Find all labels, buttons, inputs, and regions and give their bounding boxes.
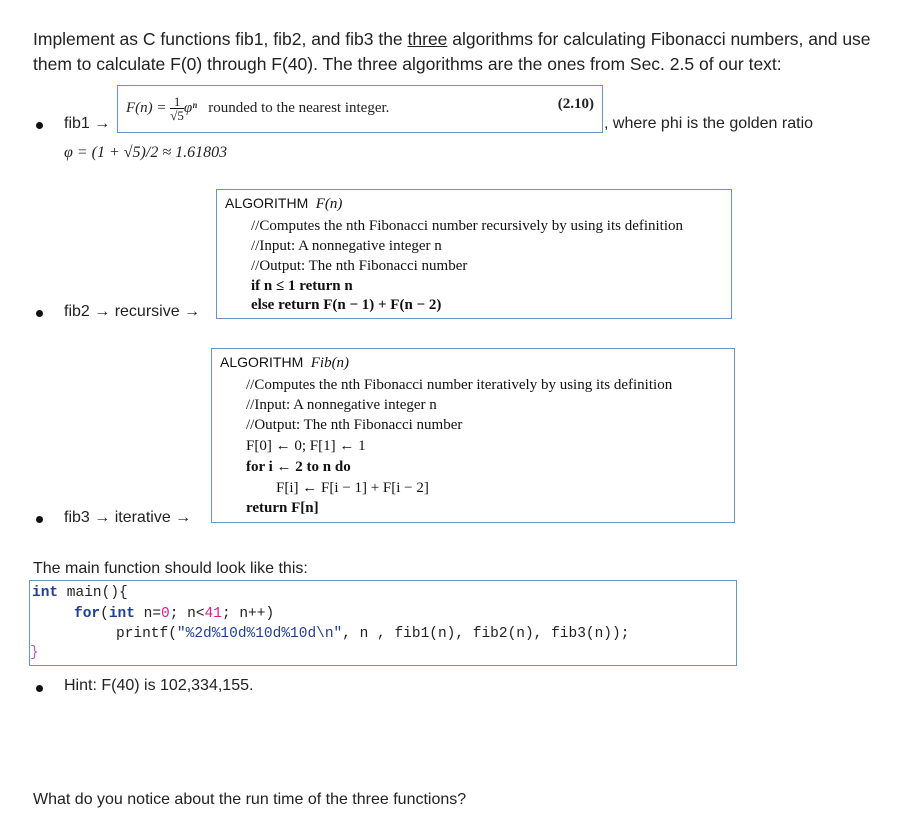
fib3-label: fib3 → iterative → [64,509,192,526]
code-line-4: } [30,645,39,661]
fib2-label: fib2 → recursive → [64,303,201,320]
fib3-algo-line: F[0] ← 0; F[1] ← 1 [246,438,366,454]
bullet-hint [36,685,43,692]
fib2-algo-line: //Output: The nth Fibonacci number [251,258,468,274]
fib2-algorithm-box [216,189,732,319]
code-line-3: printf("%2d%10d%10d%10d\n", n , fib1(n), fib2(n), fib3(n)); [116,626,630,642]
code-box [29,580,737,666]
hint-text: Hint: F(40) is 102,334,155. [64,677,254,694]
fib1-formula: F(n) = $\frac{1}{√5}$ φⁿ rounded to the nearest integer. [126,94,390,123]
phi-definition: φ = (1 + √5)/2 ≈ 1.61803 [64,144,228,161]
fib1-equation-ref: (2.10) [557,96,594,112]
fib2-algo-header: ALGORITHM F(n) [225,195,343,212]
fib3-algo-header: ALGORITHM Fib(n) [220,354,350,371]
code-line-2: for(int n=0; n<41; n++) [74,606,275,622]
intro-paragraph [33,27,893,77]
question-text: What do you notice about the run time of the three functions? [33,791,467,808]
fib3-algo-line: return F[n] [246,500,319,516]
fib2-algo-line: if n ≤ 1 return n [251,278,353,294]
fib2-algo-line: //Input: A nonnegative integer n [251,238,442,254]
fib1-suffix: , where phi is the golden ratio [604,115,814,132]
bullet-fib3 [36,516,43,523]
fib1-label: fib1 → [64,115,111,132]
bullet-fib2 [36,310,43,317]
fib2-algo-line: //Computes the nth Fibonacci number recursively by using its definition [251,218,684,234]
fib3-algo-line: //Output: The nth Fibonacci number [246,417,463,433]
fib3-algo-line: //Input: A nonnegative integer n [246,397,437,413]
main-heading: The main function should look like this: [33,560,308,577]
fib3-algorithm-box [211,348,735,523]
fib1-fraction: $\frac{1}{√5}$ [170,94,184,123]
underlined-word: three [407,29,448,49]
fib1-formula-box [117,85,603,133]
intro-line-2: them to calculate F(0) through F(40). The three algorithms are the ones from Sec. 2.5 of our text: [33,54,782,74]
fib3-algo-line: for i ← 2 to n do [246,459,351,475]
fib2-algo-line: else return F(n − 1) + F(n − 2) [251,297,442,313]
bullet-fib1 [36,122,43,129]
fib3-algo-line: F[i] ← F[i − 1] + F[i − 2] [276,480,429,496]
fib3-algo-line: //Computes the nth Fibonacci number iteratively by using its definition [246,377,673,393]
code-line-1: int main(){ [32,585,128,601]
intro-line-1: Implement as C functions fib1, fib2, and fib3 the three algorithms for calculating Fibonacci numbers, and use [33,29,871,49]
